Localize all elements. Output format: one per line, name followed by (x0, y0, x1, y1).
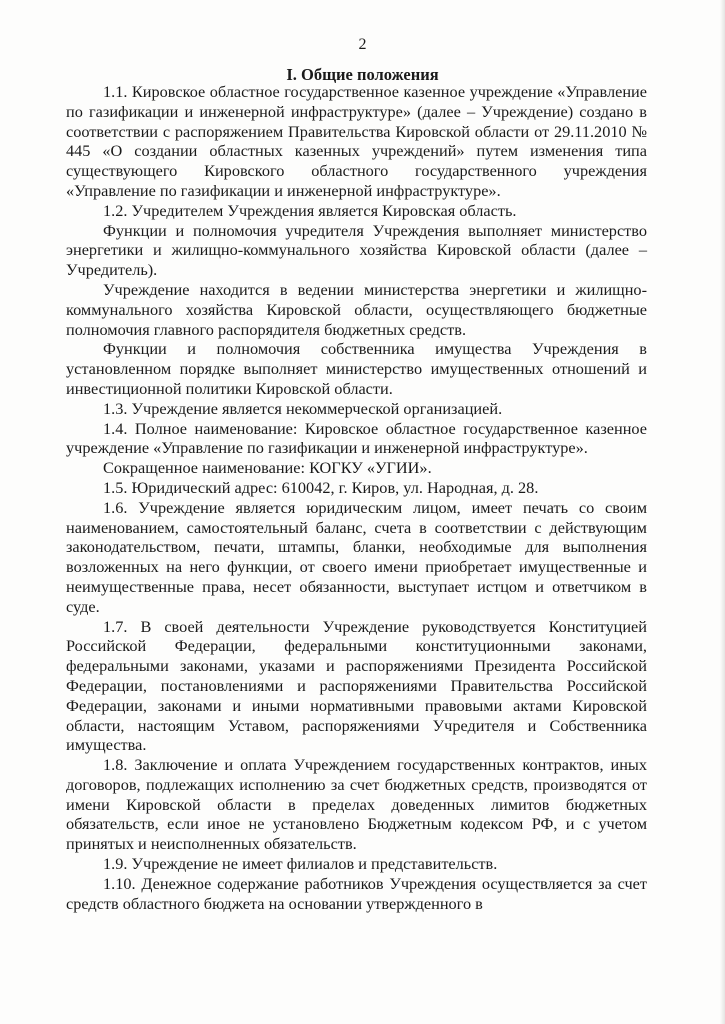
paragraph-1-8: 1.8. Заключение и оплата Учреждением государственных контрактов, иных договоров, подлежащих исполнению за счет бюджетных средств, производятся от имени Кировской области в пределах доведенных лимитов бюджетных обязательств, если иное не установлено Бюджетным кодексом РФ, и с учетом принятых и неисполненных обязательств. (66, 755, 647, 854)
paragraph-1-9: 1.9. Учреждение не имеет филиалов и представительств. (103, 854, 498, 874)
paragraph-short-name: Сокращенное наименование: КОГКУ «УГИИ». (103, 458, 432, 478)
paragraph-1-4: 1.4. Полное наименование: Кировское областное государственное казенное учреждение «Управление по газификации и инженерной инфраструктуре». (66, 418, 647, 458)
paragraph-1-1: 1.1. Кировское областное государственное казенное учреждение «Управление по газификации и инженерной инфраструктуре» (далее – Учреждение) создано в соответствии с распоряжением Правительства Кировской области от 29.11.2010 № 445 «О создании областных казенных учреждений» путем изменения типа существующего Кировского областного государственного учреждения «Управление по газификации и инженерной инфраструктуре». (66, 82, 647, 200)
paragraph-owner-functions: Функции и полномочия собственника имущества Учреждения в установленном порядке выполняет министерство имущественных отношений и инвестиционной политики Кировской области. (66, 339, 647, 398)
paragraph-1-5: 1.5. Юридический адрес: 610042, г. Киров, ул. Народная, д. 28. (103, 477, 539, 497)
paragraph-1-6: 1.6. Учреждение является юридическим лицом, имеет печать со своим наименованием, самостоятельный баланс, счета в соответствии с действующим законодательством, печати, штампы, бланки, необходимые для выполнения возложенных на него функции, от своего имени приобретает имущественные и неимущественные права, несет обязанности, выступает истцом и ответчиком в суде. (66, 497, 647, 616)
paragraph-1-7: 1.7. В своей деятельности Учреждение руководствуется Конституцией Российской Федерации, федеральными конституционными законами, федеральными законами, указами и распоряжениями Президента Российской Федерации, постановлениями и распоряжениями Правительства Российской Федерации, законами и иными нормативными правовыми актами Кировской области, настоящим Уставом, распоряжениями Учредителя и Собственника имущества. (66, 616, 647, 755)
paragraph-1-2: 1.2. Учредителем Учреждения является Кировская область. (103, 200, 517, 220)
paragraph-founder-functions: Функции и полномочия учредителя Учреждения выполняет министерство энергетики и жилищно-коммунального хозяйства Кировской области (далее – Учредитель). (66, 220, 647, 280)
section-title: I. Общие положения (286, 65, 439, 84)
document-body (66, 82, 647, 913)
paragraph-1-3: 1.3. Учреждение является некоммерческой организацией. (103, 398, 503, 418)
paragraph-jurisdiction: Учреждение находится в ведении министерства энергетики и жилищно-коммунального хозяйства Кировской области, осуществляющего бюджетные полномочия главного распорядителя бюджетных средств. (66, 279, 647, 339)
page-edge-shadow (720, 0, 725, 1024)
paragraph-1-10: 1.10. Денежное содержание работников Учреждения осуществляется за счет средств областного бюджета на основании утвержденного в (66, 873, 647, 913)
page-number: 2 (358, 36, 367, 53)
